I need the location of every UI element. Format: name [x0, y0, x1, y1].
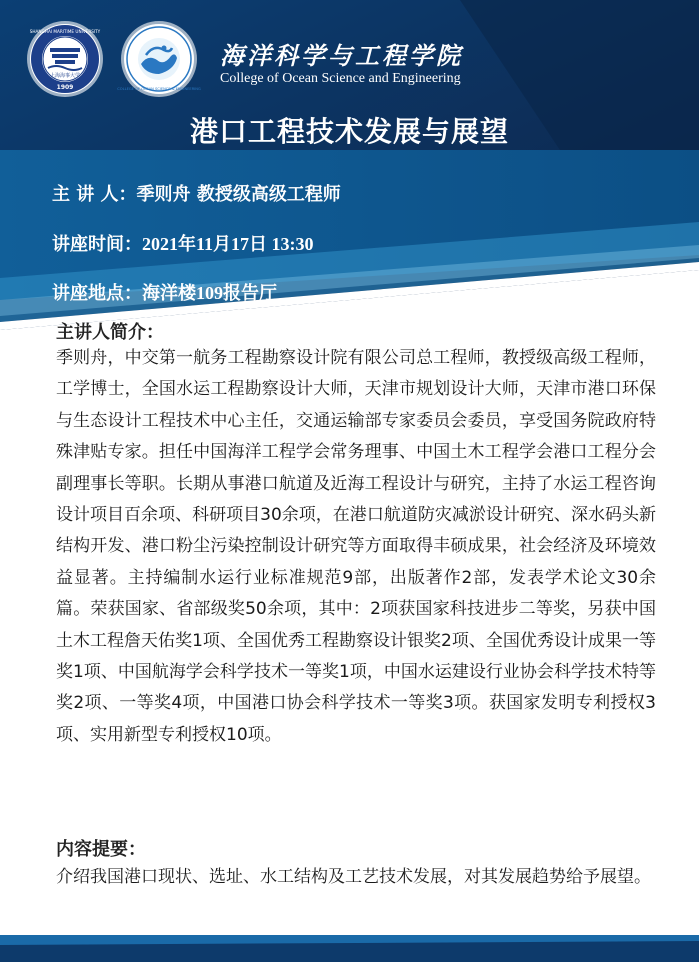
- lecture-title: 港口工程技术发展与展望: [189, 115, 509, 148]
- svg-text:SHANGHAI MARITIME UNIVERSITY: SHANGHAI MARITIME UNIVERSITY: [29, 29, 101, 34]
- location-line: [52, 279, 277, 305]
- svg-text:COLLEGE OF OCEAN SCIENCE & ENG: COLLEGE OF OCEAN SCIENCE & ENGINEERING: [117, 87, 201, 91]
- college-name-english: College of Ocean Science and Engineering: [220, 71, 461, 86]
- svg-text:1909: 1909: [56, 84, 74, 91]
- time-line: [52, 230, 314, 256]
- speaker-label: 主 讲 人：: [52, 184, 137, 205]
- college-of-ocean-logo: [117, 24, 201, 94]
- college-name-chinese: 海洋科学与工程学院: [220, 41, 463, 70]
- location-value: 海洋楼109报告厅: [142, 283, 277, 303]
- speaker-line: [52, 180, 341, 206]
- bio-text: 季则舟，中交第一航务工程勘察设计院有限公司总工程师，教授级高级工程师，工学博士，全国水运工程勘察设计大师，天津市规划设计大师，天津市港口环保与生态设计工程技术中心主任，交通运输部专家委员会委员，享受国务院政府特殊津贴专家。担任中国海洋工程学会常务理事、中国土木工程学会港口工程分会副理事长等职。长期从事港口航道及近海工程设计与研究，主持了水运工程咨询设计项目百余项、科研项目30余项，在港口航道防灾减淤设计研究、深水码头新结构开发、港口粉尘污染控制设计研究等方面取得丰硕成果，社会经济及环境效益显著。主持编制水运行业标准规范9部，出版著作2部，发表学术论文30余篇。荣获国家、省部级奖50余项，其中：2项获国家科技进步二等奖，另获中国土木工程詹天佑奖1项、全国优秀工程勘察设计银奖2项、全国优秀设计成果一等奖1项、中国航海学会科学技术一等奖1项，中国水运建设行业协会科学技术特等奖2项、一等奖4项，中国港口协会科学技术一等奖3项。获国家发明专利授权3项、实用新型专利授权10项。: [56, 348, 656, 745]
- location-label: 讲座地点：: [52, 283, 142, 304]
- time-value: 2021年11月17日 13:30: [142, 234, 314, 254]
- abstract-heading: 内容提要：: [56, 839, 146, 860]
- bio-heading: 主讲人简介：: [56, 322, 164, 343]
- svg-text:上海海事大学: 上海海事大学: [49, 73, 81, 79]
- speaker-value: 季则舟 教授级高级工程师: [136, 184, 341, 205]
- shanghai-maritime-university-logo: [30, 24, 100, 94]
- abstract-text: 介绍我国港口现状、选址、水工结构及工艺技术发展，对其发展趋势给予展望。: [56, 867, 651, 887]
- time-label: 讲座时间：: [52, 234, 142, 255]
- footer-band: [0, 935, 699, 962]
